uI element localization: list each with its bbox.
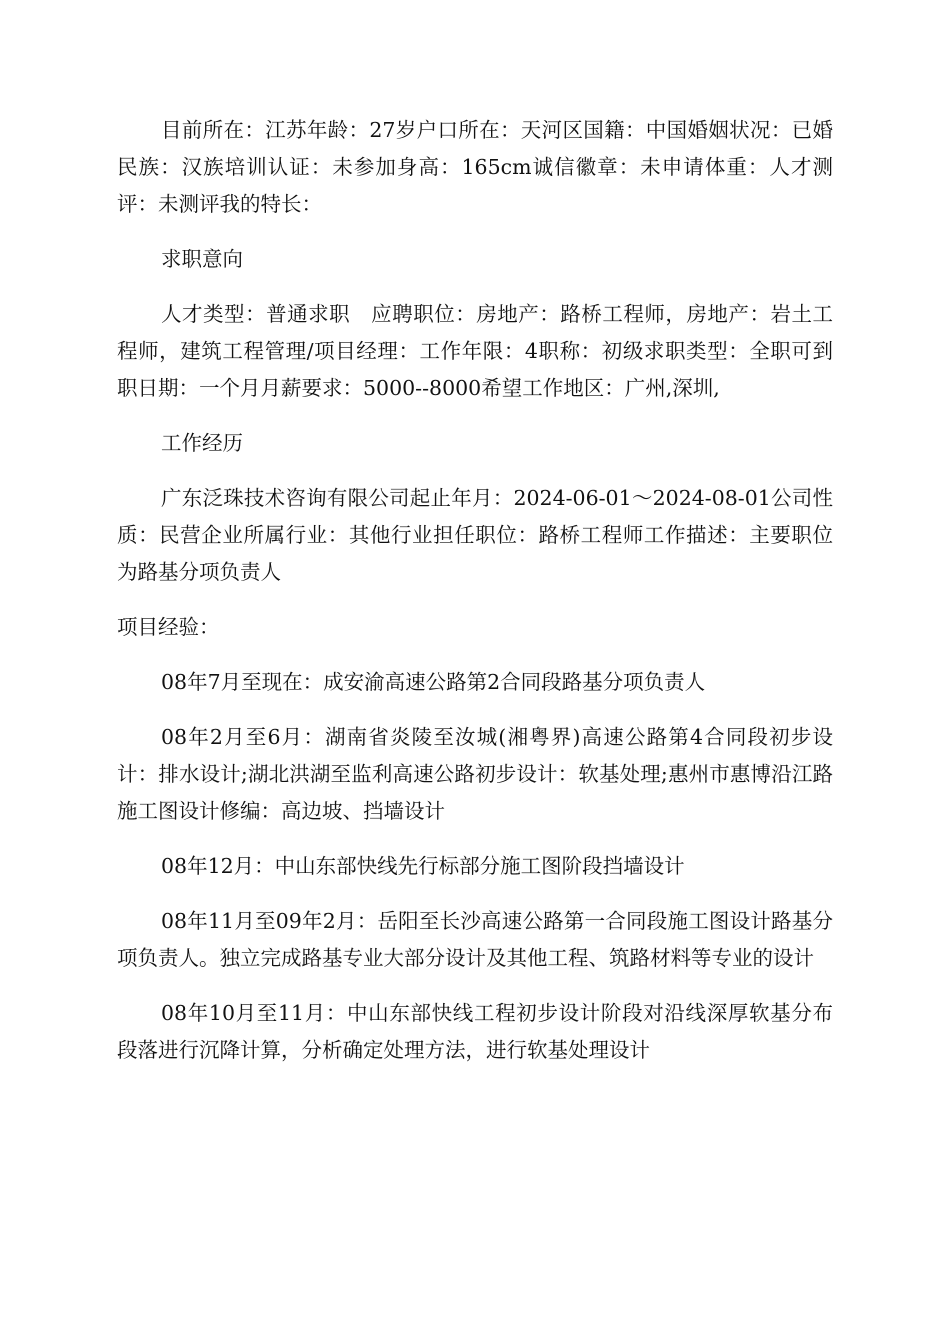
work-history-heading: 工作经历 bbox=[161, 431, 243, 455]
project-item: 08年12月：中山东部快线先行标部分施工图阶段挡墙设计 bbox=[161, 854, 685, 878]
project-experience-heading: 项目经验： bbox=[117, 615, 220, 639]
job-intention-paragraph: 人才类型：普通求职 应聘职位：房地产：路桥工程师，房地产：岩土工程师，建筑工程管理/项目经理：工作年限：4职称：初级求职类型：全职可到职日期：一个月月薪要求：5000--8000希望工作地区：广州,深圳, bbox=[117, 302, 833, 400]
personal-info-paragraph: 目前所在：江苏年龄：27岁户口所在：天河区国籍：中国婚姻状况：已婚民族：汉族培训认证：未参加身高：165cm诚信徽章：未申请体重：人才测评：未测评我的特长： bbox=[117, 118, 833, 216]
job-intention-heading: 求职意向 bbox=[161, 247, 243, 271]
document-page bbox=[117, 112, 833, 1087]
project-item: 08年10月至11月：中山东部快线工程初步设计阶段对沿线深厚软基分布段落进行沉降计算，分析确定处理方法，进行软基处理设计 bbox=[117, 1001, 833, 1062]
project-item: 08年11月至09年2月：岳阳至长沙高速公路第一合同段施工图设计路基分项负责人。独立完成路基专业大部分设计及其他工程、筑路材料等专业的设计 bbox=[117, 909, 833, 970]
project-item: 08年7月至现在：成安渝高速公路第2合同段路基分项负责人 bbox=[161, 670, 706, 694]
project-item: 08年2月至6月：湖南省炎陵至汝城(湘粤界)高速公路第4合同段初步设计：排水设计;湖北洪湖至监利高速公路初步设计：软基处理;惠州市惠博沿江路施工图设计修编：高边坡、挡墙设计 bbox=[117, 725, 833, 823]
work-history-paragraph: 广东泛珠技术咨询有限公司起止年月：2024-06-01～2024-08-01公司性质：民营企业所属行业：其他行业担任职位：路桥工程师工作描述：主要职位为路基分项负责人 bbox=[117, 486, 833, 584]
